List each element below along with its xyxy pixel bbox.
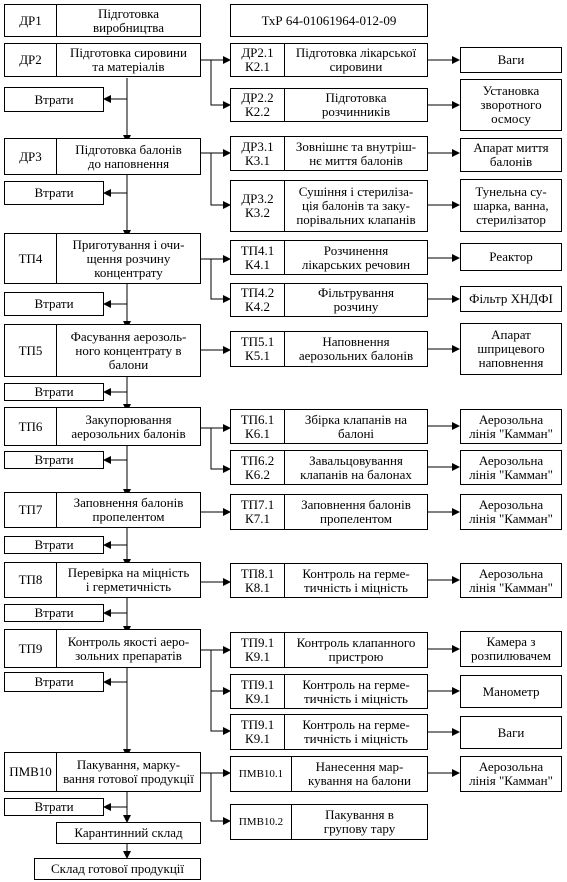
- losses-box: Втрати: [4, 672, 104, 692]
- operation-name: Наповнення аерозольних балонів: [284, 331, 428, 367]
- equipment-box: Манометр: [460, 675, 562, 708]
- equipment-box: Ваги: [460, 716, 562, 749]
- equipment-box: Ваги: [460, 47, 562, 73]
- losses-box: Втрати: [4, 383, 104, 401]
- op-control: К6.1: [245, 425, 270, 441]
- op-code: ТП5.1: [240, 334, 275, 349]
- op-control: К2.2: [245, 104, 270, 119]
- stage-name: Приготування і очи- щення розчину концентрату: [56, 233, 201, 284]
- stage-code: ТП9: [4, 629, 57, 668]
- operation-name: Збірка клапанів на балоні: [284, 409, 428, 444]
- operation-code: [230, 136, 285, 171]
- losses-box: Втрати: [4, 798, 104, 816]
- equipment-box: Аерозольна лінія "Камман": [460, 756, 562, 792]
- document-reference: ТхР 64-01061964-012-09: [230, 4, 428, 37]
- stage-name: Перевірка на міцність і герметичність: [56, 562, 201, 598]
- operation-code: [230, 240, 285, 275]
- operation-code: [230, 331, 285, 367]
- equipment-box: Фільтр ХНДФІ: [460, 286, 562, 312]
- op-code: ДР3.2: [241, 191, 274, 206]
- stage-code: ТП4: [4, 233, 57, 284]
- operation-code: [230, 180, 285, 232]
- stage-name: Контроль якості аеро- зольних препаратів: [56, 629, 201, 668]
- op-control: К8.1: [245, 579, 270, 595]
- stage-code: ТП6: [4, 407, 57, 446]
- equipment-box: Апарат миття балонів: [460, 138, 562, 172]
- op-control: К9.1: [245, 649, 270, 664]
- losses-box: Втрати: [4, 536, 104, 554]
- stage-code: ПМВ10: [4, 752, 57, 792]
- finished-goods-warehouse: Склад готової продукції: [34, 858, 201, 880]
- operation-name: Заповнення балонів пропелентом: [284, 494, 428, 530]
- operation-code: [230, 714, 285, 750]
- op-code: ДР2.1: [241, 45, 274, 60]
- equipment-box: Апарат шприцевого наповнення: [460, 323, 562, 375]
- equipment-box: Реактор: [460, 243, 562, 271]
- op-code: ДР2.2: [241, 90, 274, 105]
- op-control: К3.1: [245, 152, 270, 168]
- op-control: К2.1: [245, 59, 270, 74]
- operation-name: Нанесення мар- кування на балони: [291, 756, 428, 792]
- losses-box: Втрати: [4, 451, 104, 469]
- op-code: ДР3.1: [241, 138, 274, 154]
- operation-code: [230, 632, 285, 668]
- operation-name: Зовнішнє та внутріш- нє миття балонів: [284, 136, 428, 171]
- losses-box: Втрати: [4, 87, 104, 112]
- equipment-box: Аерозольна лінія "Камман": [460, 494, 562, 530]
- op-code: ПМВ10.2: [238, 816, 284, 828]
- operation-code: [230, 756, 292, 792]
- stage-code: ТП5: [4, 324, 57, 377]
- operation-name: Пакування в групову тару: [291, 804, 428, 840]
- equipment-box: Камера з розпилювачем: [460, 631, 562, 667]
- stage-name: Заповнення балонів пропелентом: [56, 492, 201, 528]
- equipment-box: Аерозольна лінія "Камман": [460, 409, 562, 444]
- op-control: К4.2: [245, 299, 270, 314]
- op-code: ПМВ10.1: [238, 768, 284, 780]
- op-code: ТП4.1: [240, 242, 275, 258]
- operation-name: Контроль на герме- тичність і міцність: [284, 674, 428, 709]
- operation-name: Контроль на герме- тичність і міцність: [284, 563, 428, 598]
- operation-code: [230, 43, 285, 77]
- stage-code: ТП7: [4, 492, 57, 528]
- losses-box: Втрати: [4, 604, 104, 622]
- op-control: К9.1: [245, 690, 270, 706]
- op-code: ТП4.2: [240, 285, 275, 300]
- op-control: К5.1: [245, 348, 270, 363]
- operation-name: Підготовка лікарської сировини: [284, 43, 428, 77]
- op-code: ТП7.1: [240, 497, 275, 512]
- stage-name: Фасування аерозоль- ного концентрату в балони: [56, 324, 201, 377]
- op-control: К7.1: [245, 511, 270, 526]
- operation-code: [230, 409, 285, 444]
- losses-box: Втрати: [4, 181, 104, 205]
- op-control: К3.2: [245, 205, 270, 220]
- operation-name: Сушіння і стериліза- ція балонів та заку- порівальних клапанів: [284, 180, 428, 232]
- op-control: К6.2: [245, 466, 270, 482]
- equipment-box: Установка зворотного осмосу: [460, 79, 562, 131]
- stage-name: Підготовка балонів до наповнення: [56, 138, 201, 175]
- losses-box: Втрати: [4, 292, 104, 316]
- stage-name-dr1: Підготовка виробництва: [56, 4, 201, 37]
- stage-name: Підготовка сировини та матеріалів: [56, 43, 201, 77]
- op-code: ТП6.1: [240, 411, 275, 427]
- stage-code: ДР2: [4, 43, 57, 77]
- operation-code: [230, 88, 285, 122]
- stage-code: ДР3: [4, 138, 57, 175]
- stage-name: Закупорювання аерозольних балонів: [56, 407, 201, 446]
- op-control: К4.1: [245, 256, 270, 272]
- op-code: ТП9.1: [240, 717, 275, 732]
- operation-code: [230, 674, 285, 709]
- op-code: ТП8.1: [240, 565, 275, 581]
- op-control: К9.1: [245, 731, 270, 746]
- operation-name: Підготовка розчинників: [284, 88, 428, 122]
- operation-name: Контроль клапанного пристрою: [284, 632, 428, 668]
- quarantine-warehouse: Карантинний склад: [56, 822, 201, 844]
- operation-code: [230, 283, 285, 317]
- equipment-box: Аерозольна лінія "Камман": [460, 563, 562, 598]
- operation-code: [230, 450, 285, 485]
- op-code: ТП6.2: [240, 452, 275, 468]
- operation-name: Завальцовування клапанів на балонах: [284, 450, 428, 485]
- operation-code: [230, 804, 292, 840]
- operation-code: [230, 494, 285, 530]
- op-code: ТП9.1: [240, 676, 275, 692]
- stage-code: ТП8: [4, 562, 57, 598]
- op-code: ТП9.1: [240, 635, 275, 650]
- operation-code: [230, 563, 285, 598]
- stage-name: Пакування, марку- вання готової продукції: [56, 752, 201, 792]
- operation-name: Контроль на герме- тичність і міцність: [284, 714, 428, 750]
- equipment-box: Аерозольна лінія "Камман": [460, 450, 562, 485]
- operation-name: Фільтрування розчину: [284, 283, 428, 317]
- stage-code-dr1: ДР1: [4, 4, 57, 37]
- operation-name: Розчинення лікарських речовин: [284, 240, 428, 275]
- equipment-box: Тунельна су- шарка, ванна, стерилізатор: [460, 179, 562, 232]
